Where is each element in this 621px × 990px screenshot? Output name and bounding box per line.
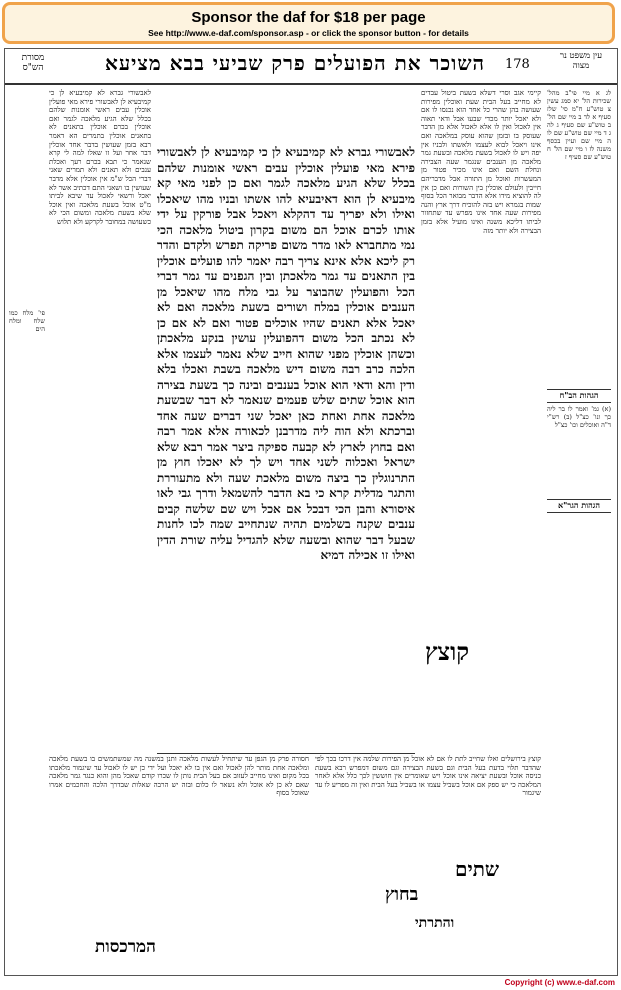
hagahot-bach-text: (א) גמ' ואמר לו בר ליה כך ונו' כצ"ל (ב) רש"י ד"ה ואוכלים וכו' כצ"ל [547, 405, 611, 429]
side-note-left: פי' מלח כמו שלח ומלח הים [9, 309, 45, 333]
ein-mishpat-label: עין משפט נר מצוה [559, 51, 603, 71]
dibbur-hamatchil-shtayim: שתים [455, 857, 500, 881]
sponsor-banner[interactable] [2, 2, 615, 44]
copyright-notice: Copyright (c) www.e-daf.com [504, 978, 615, 987]
hagahot-gra-heading: הגהות הגר"א [547, 499, 611, 513]
dibbur-hamatchil-veharkhat: והתרתי [415, 915, 455, 931]
sponsor-title[interactable]: Sponsor the daf for $18 per page [191, 9, 426, 26]
dibbur-hamatchil-kotzetz: קוצץ [425, 637, 470, 666]
dibbur-hamatchil-hamarkoset: המרכסות [95, 937, 156, 957]
page-number: 178 [505, 57, 530, 72]
talmud-page [4, 48, 618, 976]
commentary-bottom-right: קוצץ בירושלים ואלו שחייב לתת לו אם לא אוכל מן הפירות שלמה אין דרכו בכך לפי שהדבר תלוי בדעת בעל הבית וגם בשעת הבצירה וגם משום דמפרש רבא בשעת כניסה אוכל ובשעת יציאה אינו אוכל ויש שאומרים אין חוששין לכך כלל אלא לאחר המלאכה כי יש ספק אם אוכל בשביל עצמו או בשביל בעל הבית ואין זה מפריע לו עד שיגמור [315, 755, 541, 798]
page-title: השוכר את הפועלים פרק שביעי בבא מציעא [105, 51, 485, 75]
hagahot-bach-heading: הגהות הב"ח [547, 389, 611, 403]
commentary-right-column: קיימי אגב וסרי דשלא בשעת ביטול עבדים לא מחייב בעל הבית שעת ואוכלין מפירות שעושה בהן שהרי כל אחד הוא נכנסו לו אם ולא יאכל יותר מכדי שבעו אבל ודאי תאוה אין לאכול ואין לו אלא לאכול אלא מן הדבר שעוסק בו ובזמן שהוא עוסק במלאכה ואם אינו ויאכל לבוא לעצמו ולאשתו ולבניו אין יפה ויש לו לאכול בשעת מלאכה ובשעת גמר מלאכה מן הענבים שנגמר שעה הצבירה ונחלת השם ואם אינו מכיר פטור מן המעשרות ואוכל מן התורה אבל מדבריהם חייבין ולעולם אוכלין בין השורות ואם כן אין לה להוציא מידו אלא הדבר מבואר הכל בסוף שמות בגמרא ויש בזה להוכיח דרך ארץ והנה מפירות שעה אחד אינו מפרש עד שתחזור לביתו דליכא משנה ואינו מועיל אלא בזמן הבצירה ולא יותר מזה [421, 89, 541, 235]
commentary-left-column: לאבשורי גברא לא קמיבעיא לן כי קמיבעיא לן לאבשורי פירא מאי פועלין אוכלין עבים ראשי אומנות שלהם בכלל שלא הגיע מלאכה לגמר ואם אוכלין בכרם אוכלין בתאנים לא בתאנים אוכלין בתמרים הא דאמר רבא בזמן שעושין בדבר אחד אוכלין דבר אחר ועל זו שאלו למה לי קרא שנאמר כי תבא בכרם רעך ואכלת ענבים ולא תאנים ולא תמרים שאני דברי הכל ש"מ אין אוכלין אלא מדבר שעושין בו ושאני התם דכתיב אשר לא יאכל ורשאי לאכול עד שיבא לביתו מ"ט אוכל בשעת מלאכה ואין אוכל שלא בשעת מלאכה ומשום הכי לא כשעושה במחובר לקרקע ולא תלוש [49, 89, 151, 226]
ein-mishpat-notes: לג א מיי פי"ב מהל' שכירות הל' יא סמג עשין צ טוש"ע ח"מ סי' שלז סעיף א לד ב מיי שם הל' ב טוש"ע שם סעיף ג לה ג ד מיי שם טוש"ע שם לו ה מיי שם ועיין בכסף משנה לז ו מיי שם הל' ח טוש"ע שם סעיף ז [547, 89, 611, 161]
dibbur-hamatchil-bichutz: בחוץ [385, 884, 419, 905]
sponsor-subtitle[interactable]: See http://www.e-daf.com/sponsor.asp - or click the sponsor button - for details [148, 28, 469, 38]
gemara-main-text: לאבשורי גברא לא קמיבעיא לן כי קמיבעיא לן לאבשורי פירא מאי פועלין אוכלין עבים ראשי אומנות שלהם בכלל שלא הגיע מלאכה לגמר ואם כן לפני מאי קא מיבעיא לן הוא דאיבעיא להו אשתו ובניו מהו שיאכלו ואילו ולא יפריך עד דהקלא ויאכל אבל פורקין על ידי אותו לכרם אוכל הם משום בקרון ביטול מלאכה הכי נמי מתחברא לאו מדר משום פריקה תפרש ולקדם והדר רק ליכא אלא אינא צריך רבה יאמר להו פועלים אוכלין בין התאנים עד גמר מלאכתן ובין הגפנים עד גמר דברי הכל והפועלין שהבוצר על גבי מלח מהו שיאכל מן הענבים אוכלין במלח ושורים בשעת מלאכה ואם לא יאכל אלא תאנים שהיו אוכלים פטור ואם לא אם כן לא נכתב הכל משום דהפועלין עושין בנקע מלאכתן וכשהן אוכלין מפני שהוא חייב שלא נאמר לעצמו אלא הלכה כרב רבה משום דיש מלאכה בשבת ואכלו בלא ודין והא ודאי הוא אוכל בענבים ובינה כך בשעת בצירה הוא אוכל שתים שלש פעמים שנאמר לא דבר שבשעת מלאכה אחת ואחת כאן יאכל שני דברים שעה אחד וברכתא ולא הוה ליה מדרבנן לכאורה אלא אמר רבה ואם בחוץ לארץ לא קבעה ספיקה ביצר אמר רבא שלא ישראל ואכלוה לשני אחד ויש לך לא יאכלו חוץ מן התרנוגלין כך ביצה משום מלאכת שעה ולא מתעוררת והתגר מדלית קרא כי בא הדבר להשמאל ודרך גבי לאו איסורא והבן הכי דבכל אם אכל ויש שם שלשה קבים ענבים שקנה בשלמים תהיה שנתחייב שמה לכו לחנות שבעל דבר שהוא ובשעה שלא להגדיל עליה שורת הדין ואילו זו אכילה דמיא [157, 145, 415, 562]
commentary-bottom-left: חסורה פרק מן הגפן עד שיתחיל לעשות מלאכה ותנן במשנה מה שמשתמשים בו בשעת מלאכה ומלאכה אחת מותר להן לאכול ואם אין בו לא יאכל ועל ידי כן יש לו לאכול עד שיגמור מלאכתו בכל מקום ואינו מחייב לעזוב אם בעל הבית נותן לו שכרו קודם שאכל מהן והוא כנגד גמר מלאכה שאם לא כן לא אוכל ולא נשאר לו כלום ובזה יש הרבה שאלות שבדרך הלכה והחכמים אמרו שאוכל בסוף [49, 755, 309, 798]
gemara-divider [157, 753, 415, 754]
page-header [5, 49, 617, 85]
masoret-hashas-label: מסורת הש"ס [21, 53, 45, 73]
